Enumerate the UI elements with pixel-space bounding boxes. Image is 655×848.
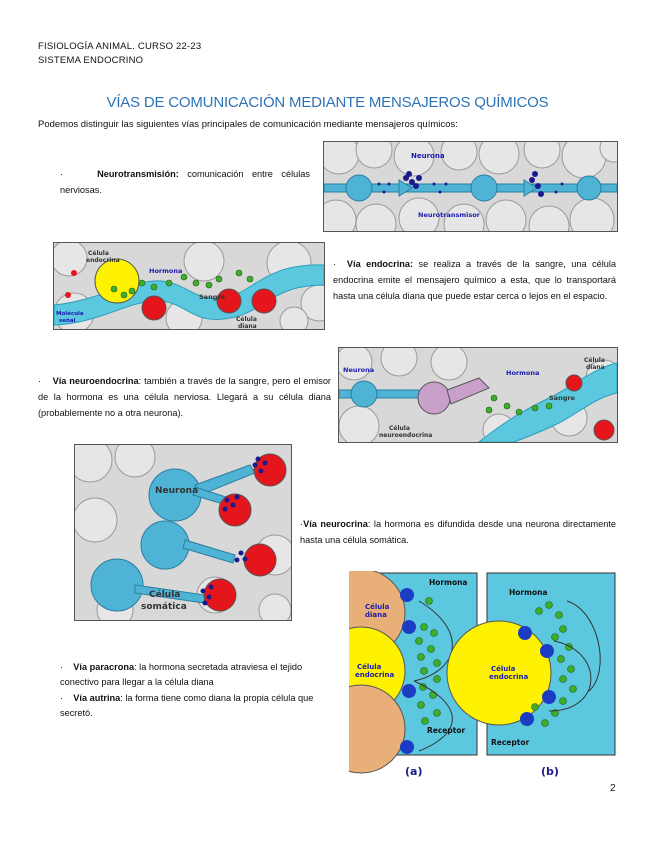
label-diana-2: diana [365,611,387,619]
label-hormona: Hormona [149,267,183,275]
section-neurocrina [300,516,616,548]
label-endocrina: endocrina [86,257,120,264]
label-celula-endocrina: Célula [88,250,109,257]
label-b: (b) [541,765,559,778]
label-sangre: Sangre [199,293,225,301]
label-celula-diana: Célula [584,357,605,364]
bullet: · [300,519,304,529]
label-diana-1: Célula [365,603,390,611]
figure-endocrina [53,242,325,330]
section-neurotransmision [60,166,310,198]
label-receptor-b: Receptor [491,738,530,747]
label-a: (a) [405,765,423,778]
label-neurona: Neurona [343,366,375,374]
section-neuroendocrina [38,373,331,421]
description: : la forma tiene como diana la propia célula que secretó. [60,693,314,718]
label-hormona: Hormona [506,369,540,377]
bullet: · [38,376,42,386]
term: Vía paracrona [73,662,135,672]
term: Neurotransmisión: [97,169,179,179]
term: Vía neuroendocrina [52,376,139,386]
label-endo-b-1: Célula [491,665,516,673]
label-senal: señal [59,318,76,324]
bullet: · [333,259,337,269]
label-celula-diana: Célula [236,316,257,323]
figure-paracrina-autocrina [349,571,617,779]
label-endo-b-2: endocrina [489,673,529,681]
label-neurona: Neurona [411,152,445,160]
label-molecula: Molécula [56,311,84,317]
label-hormona-b: Hormona [509,588,548,597]
intro-text: Podemos distinguir las siguientes vías principales de comunicación mediante mensajeros químicos: [38,119,458,130]
header-course: FISIOLOGÍA ANIMAL. CURSO 22-23 [38,41,202,52]
label-neurona: Neurona [155,486,199,496]
label-neuroendocrina-2: neuroendocrina [379,432,433,439]
label-somatica: somática [141,602,187,612]
bullet: · [60,169,64,179]
figure-neuroendocrina [338,347,618,443]
page-number: 2 [610,783,616,794]
term: Vía neurocrina [303,519,368,529]
label-neurotransmisor: Neurotransmisor [418,211,480,219]
label-sangre: Sangre [549,394,575,402]
figure-neurotransmision [323,141,618,232]
bullet: · [60,662,64,672]
header-topic: SISTEMA ENDOCRINO [38,55,144,66]
label-endo-1: Célula [357,663,382,671]
section-autrina [60,691,335,721]
label-hormona-a: Hormona [429,578,468,587]
label-celula: Célula [149,590,181,600]
figure-neurocrina [74,444,292,621]
label-neuroendocrina-1: Célula [389,425,410,432]
label-receptor-a: Receptor [427,726,466,735]
description: : la hormona secretada atraviesa el tejido conectivo para llegar a la célula diana [60,662,303,687]
term: Vía autrina [73,693,121,703]
bullet: · [60,693,64,703]
description: : también a través de la sangre, pero el emisor de la hormona es una célula nerviosa. Llegará a su célula diana (probablemente no a otra neurona). [38,376,331,418]
section-endocrina [333,256,616,304]
description: comunicación entre células nerviosas. [60,169,310,195]
description: se realiza a través de la sangre, una célula endocrina emite el mensajero químico a esta, que lo transportará hasta una célula diana que puede estar cerca o lejos en el espacio. [333,259,617,301]
term: Vía endocrina: [346,259,414,269]
page-title: VÍAS DE COMUNICACIÓN MEDIANTE MENSAJEROS QUÍMICOS [106,94,549,111]
label-diana: diana [586,364,605,371]
label-diana: diana [238,323,257,329]
section-paracrona [60,660,335,690]
label-endo-2: endocrina [355,671,395,679]
description: : la hormona es difundida desde una neurona directamente hasta una célula somática. [300,519,616,545]
